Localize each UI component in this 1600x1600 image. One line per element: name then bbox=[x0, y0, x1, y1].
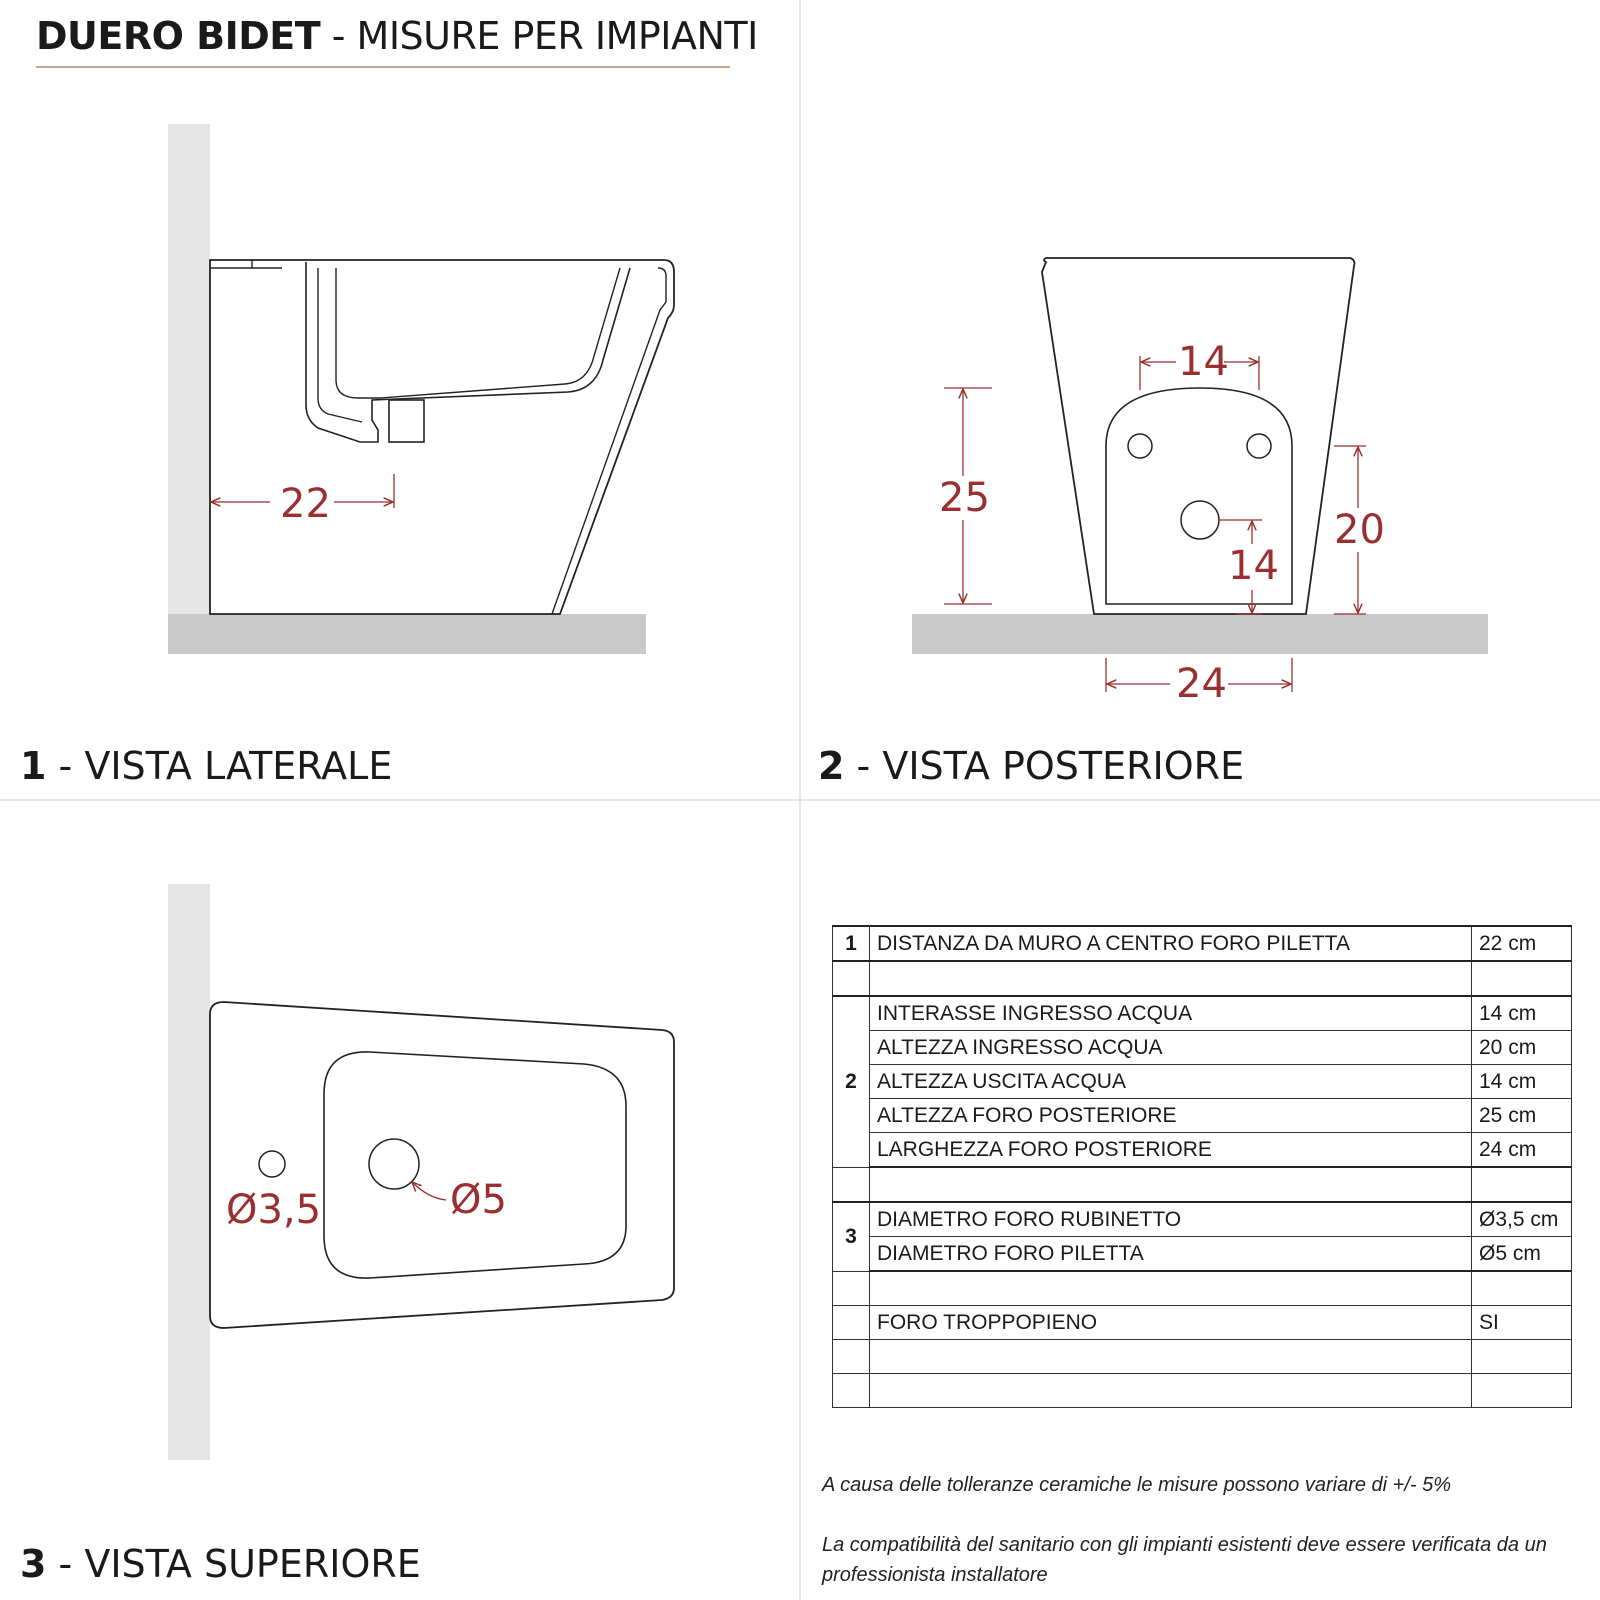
row-description: ALTEZZA USCITA ACQUA bbox=[870, 1065, 1472, 1099]
row-description: FORO TROPPOPIENO bbox=[870, 1306, 1472, 1340]
row-value: 24 cm bbox=[1472, 1133, 1572, 1168]
view-number: 3 bbox=[20, 1542, 47, 1586]
row-value: 22 cm bbox=[1472, 926, 1572, 961]
compatibility-note: La compatibilità del sanitario con gli impianti esistenti deve essere verificata da un professionista installatore bbox=[822, 1534, 1547, 1586]
view-label-rear bbox=[818, 744, 1244, 788]
row-description: LARGHEZZA FORO POSTERIORE bbox=[870, 1133, 1472, 1168]
row-value: 20 cm bbox=[1472, 1031, 1572, 1065]
table-row bbox=[833, 1133, 1572, 1168]
table-row bbox=[833, 1099, 1572, 1133]
dim-label-rear-20: 20 bbox=[1334, 507, 1385, 553]
group-number: 1 bbox=[833, 926, 870, 961]
rear-outlet bbox=[1181, 501, 1219, 539]
top-wall bbox=[168, 884, 210, 1460]
rear-view bbox=[912, 258, 1488, 692]
top-view bbox=[168, 884, 674, 1460]
top-drain-hole bbox=[369, 1139, 419, 1189]
rear-inlet-left bbox=[1128, 434, 1152, 458]
view-number: 2 bbox=[818, 744, 845, 788]
row-value: 14 cm bbox=[1472, 996, 1572, 1031]
row-description: DIAMETRO FORO PILETTA bbox=[870, 1237, 1472, 1272]
table-row bbox=[833, 1306, 1572, 1340]
dim-label-rear-25: 25 bbox=[939, 475, 990, 521]
table-row-empty bbox=[833, 961, 1572, 996]
view-label-top bbox=[20, 1542, 421, 1586]
table-row-empty bbox=[833, 1340, 1572, 1374]
view-title: - VISTA SUPERIORE bbox=[46, 1542, 421, 1586]
dim-label-rear-24: 24 bbox=[1176, 661, 1227, 707]
rear-inlet-right bbox=[1247, 434, 1271, 458]
table-row bbox=[833, 996, 1572, 1031]
table-row-empty bbox=[833, 1374, 1572, 1408]
table-row-empty bbox=[833, 1271, 1572, 1306]
dim-label-top-tap: Ø3,5 bbox=[226, 1187, 322, 1233]
row-value: Ø5 cm bbox=[1472, 1237, 1572, 1272]
title-underline bbox=[36, 66, 730, 68]
row-value: 25 cm bbox=[1472, 1099, 1572, 1133]
table-row bbox=[833, 1237, 1572, 1272]
title-brand: DUERO BIDET bbox=[36, 14, 321, 58]
table-row bbox=[833, 1065, 1572, 1099]
view-label-side bbox=[20, 744, 392, 788]
rear-floor bbox=[912, 614, 1488, 654]
dim-label-rear-14-bottom: 14 bbox=[1228, 543, 1279, 589]
view-title: - VISTA POSTERIORE bbox=[844, 744, 1245, 788]
spec-table bbox=[832, 925, 1572, 1408]
row-description: ALTEZZA INGRESSO ACQUA bbox=[870, 1031, 1472, 1065]
table-row bbox=[833, 926, 1572, 961]
dim-label-rear-14-top: 14 bbox=[1178, 339, 1229, 385]
row-description: DISTANZA DA MURO A CENTRO FORO PILETTA bbox=[870, 926, 1472, 961]
side-view bbox=[168, 124, 674, 654]
group-number: 2 bbox=[833, 996, 870, 1167]
row-value: 14 cm bbox=[1472, 1065, 1572, 1099]
view-title: - VISTA LATERALE bbox=[46, 744, 393, 788]
row-description: INTERASSE INGRESSO ACQUA bbox=[870, 996, 1472, 1031]
row-description: DIAMETRO FORO RUBINETTO bbox=[870, 1202, 1472, 1237]
page-title bbox=[36, 14, 758, 58]
side-drain-pipe bbox=[389, 400, 424, 442]
side-bidet-outline bbox=[210, 260, 674, 614]
table-row-empty bbox=[833, 1167, 1572, 1202]
title-subtitle: - MISURE PER IMPIANTI bbox=[320, 14, 758, 58]
table-row bbox=[833, 1202, 1572, 1237]
top-tap-hole bbox=[259, 1151, 285, 1177]
side-floor bbox=[168, 614, 646, 654]
table-row bbox=[833, 1031, 1572, 1065]
tolerance-note: A causa delle tolleranze ceramiche le misure possono variare di +/- 5% bbox=[822, 1474, 1452, 1496]
group-number: 3 bbox=[833, 1202, 870, 1271]
group-number bbox=[833, 1306, 870, 1340]
dim-label-top-drain: Ø5 bbox=[450, 1177, 507, 1223]
row-description: ALTEZZA FORO POSTERIORE bbox=[870, 1099, 1472, 1133]
dim-label-side-22: 22 bbox=[280, 481, 331, 527]
side-wall bbox=[168, 124, 210, 614]
view-number: 1 bbox=[20, 744, 47, 788]
row-value: SI bbox=[1472, 1306, 1572, 1340]
row-value: Ø3,5 cm bbox=[1472, 1202, 1572, 1237]
